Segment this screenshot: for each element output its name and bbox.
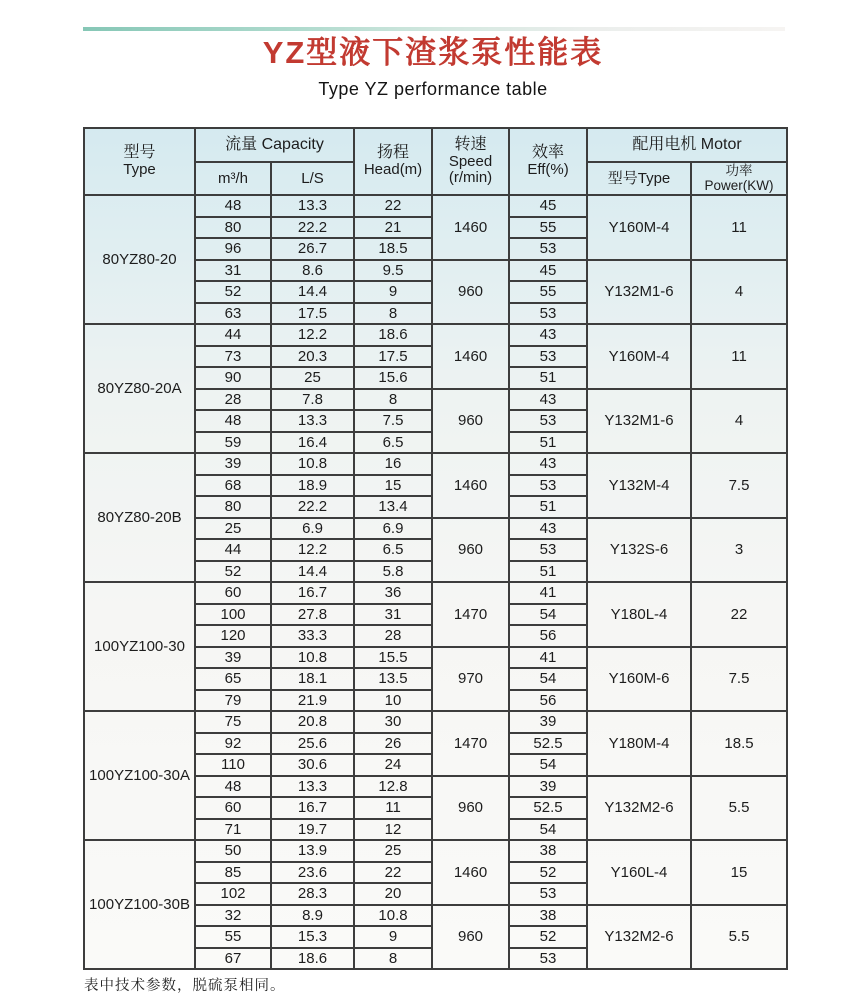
eff-cell: 53 (509, 539, 587, 561)
head-cell: 9 (354, 281, 432, 303)
head-cell: 10.8 (354, 905, 432, 927)
eff-cell: 51 (509, 496, 587, 518)
head-cell: 13.5 (354, 668, 432, 690)
capacity-m3h-cell: 52 (195, 561, 271, 583)
capacity-ls-cell: 26.7 (271, 238, 354, 260)
capacity-ls-cell: 33.3 (271, 625, 354, 647)
header-head-zh: 扬程 (377, 144, 410, 162)
eff-cell: 54 (509, 604, 587, 626)
capacity-ls-cell: 16.7 (271, 797, 354, 819)
eff-cell: 41 (509, 647, 587, 669)
eff-cell: 53 (509, 410, 587, 432)
capacity-m3h-cell: 63 (195, 303, 271, 325)
capacity-ls-cell: 19.7 (271, 819, 354, 841)
header-head (354, 128, 432, 195)
eff-cell: 39 (509, 711, 587, 733)
eff-cell: 45 (509, 195, 587, 217)
motor-power-cell: 11 (691, 324, 787, 389)
capacity-m3h-cell: 28 (195, 389, 271, 411)
head-cell: 8 (354, 948, 432, 970)
header-type-zh: 型号 (123, 144, 156, 162)
capacity-m3h-cell: 55 (195, 926, 271, 948)
capacity-ls-cell: 10.8 (271, 647, 354, 669)
capacity-m3h-cell: 75 (195, 711, 271, 733)
speed-cell: 960 (432, 776, 509, 841)
table-body (84, 195, 787, 969)
head-cell: 16 (354, 453, 432, 475)
header-m3h: m³/h (195, 162, 271, 195)
motor-type-cell: Y160L-4 (587, 840, 691, 905)
capacity-m3h-cell: 80 (195, 496, 271, 518)
head-cell: 36 (354, 582, 432, 604)
capacity-ls-cell: 12.2 (271, 324, 354, 346)
capacity-m3h-cell: 31 (195, 260, 271, 282)
eff-cell: 51 (509, 561, 587, 583)
header-eff-zh: 效率 (532, 144, 565, 162)
head-cell: 18.6 (354, 324, 432, 346)
capacity-ls-cell: 20.8 (271, 711, 354, 733)
motor-power-cell: 18.5 (691, 711, 787, 776)
capacity-ls-cell: 17.5 (271, 303, 354, 325)
header-motor: 配用电机 Motor (587, 128, 787, 162)
eff-cell: 53 (509, 475, 587, 497)
capacity-ls-cell: 27.8 (271, 604, 354, 626)
capacity-m3h-cell: 60 (195, 797, 271, 819)
eff-cell: 53 (509, 883, 587, 905)
eff-cell: 54 (509, 754, 587, 776)
page-title: YZ型液下渣浆泵性能表 (262, 35, 604, 70)
eff-cell: 53 (509, 303, 587, 325)
motor-power-cell: 22 (691, 582, 787, 647)
motor-power-cell: 11 (691, 195, 787, 260)
capacity-m3h-cell: 92 (195, 733, 271, 755)
header-head-en: Head(m) (363, 161, 423, 179)
capacity-ls-cell: 30.6 (271, 754, 354, 776)
capacity-ls-cell: 22.2 (271, 496, 354, 518)
capacity-ls-cell: 7.8 (271, 389, 354, 411)
head-cell: 10 (354, 690, 432, 712)
head-cell: 17.5 (354, 346, 432, 368)
motor-power-cell: 7.5 (691, 647, 787, 712)
capacity-ls-cell: 8.6 (271, 260, 354, 282)
motor-power-cell: 5.5 (691, 905, 787, 970)
head-cell: 21 (354, 217, 432, 239)
capacity-m3h-cell: 79 (195, 690, 271, 712)
capacity-m3h-cell: 32 (195, 905, 271, 927)
page-subtitle: Type YZ performance table (318, 79, 548, 99)
head-cell: 9.5 (354, 260, 432, 282)
head-cell: 15.6 (354, 367, 432, 389)
capacity-ls-cell: 23.6 (271, 862, 354, 884)
header-speed-unit: (r/min) (448, 168, 493, 186)
capacity-ls-cell: 13.3 (271, 410, 354, 432)
capacity-ls-cell: 22.2 (271, 217, 354, 239)
motor-type-cell: Y180M-4 (587, 711, 691, 776)
capacity-m3h-cell: 25 (195, 518, 271, 540)
capacity-m3h-cell: 48 (195, 776, 271, 798)
eff-cell: 52 (509, 862, 587, 884)
accent-bar (83, 27, 785, 31)
capacity-ls-cell: 21.9 (271, 690, 354, 712)
capacity-m3h-cell: 80 (195, 217, 271, 239)
head-cell: 8 (354, 389, 432, 411)
capacity-m3h-cell: 120 (195, 625, 271, 647)
capacity-ls-cell: 18.1 (271, 668, 354, 690)
model-cell: 80YZ80-20 (84, 195, 195, 324)
motor-power-cell: 15 (691, 840, 787, 905)
header-eff (509, 128, 587, 195)
motor-type-cell: Y180L-4 (587, 582, 691, 647)
header-speed (432, 128, 509, 195)
header-ls: L/S (271, 162, 354, 195)
performance-table (83, 127, 788, 970)
head-cell: 6.9 (354, 518, 432, 540)
motor-type-cell: Y132M-4 (587, 453, 691, 518)
speed-cell: 960 (432, 389, 509, 454)
header-row-1 (84, 128, 787, 162)
capacity-m3h-cell: 73 (195, 346, 271, 368)
head-cell: 22 (354, 862, 432, 884)
eff-cell: 53 (509, 346, 587, 368)
speed-cell: 970 (432, 647, 509, 712)
eff-cell: 51 (509, 432, 587, 454)
eff-cell: 52 (509, 926, 587, 948)
header-motor-type: 型号Type (587, 162, 691, 195)
capacity-m3h-cell: 39 (195, 453, 271, 475)
capacity-m3h-cell: 67 (195, 948, 271, 970)
capacity-ls-cell: 25 (271, 367, 354, 389)
head-cell: 28 (354, 625, 432, 647)
capacity-ls-cell: 10.8 (271, 453, 354, 475)
head-cell: 12.8 (354, 776, 432, 798)
capacity-m3h-cell: 110 (195, 754, 271, 776)
eff-cell: 43 (509, 324, 587, 346)
speed-cell: 960 (432, 905, 509, 970)
eff-cell: 52.5 (509, 797, 587, 819)
capacity-m3h-cell: 59 (195, 432, 271, 454)
eff-cell: 52.5 (509, 733, 587, 755)
motor-type-cell: Y132M1-6 (587, 260, 691, 325)
eff-cell: 43 (509, 389, 587, 411)
capacity-m3h-cell: 52 (195, 281, 271, 303)
capacity-m3h-cell: 65 (195, 668, 271, 690)
header-speed-en: Speed (448, 153, 493, 171)
table-row (84, 453, 787, 475)
capacity-ls-cell: 28.3 (271, 883, 354, 905)
capacity-ls-cell: 14.4 (271, 281, 354, 303)
table-row (84, 840, 787, 862)
speed-cell: 960 (432, 518, 509, 583)
eff-cell: 43 (509, 518, 587, 540)
head-cell: 26 (354, 733, 432, 755)
head-cell: 7.5 (354, 410, 432, 432)
head-cell: 6.5 (354, 539, 432, 561)
speed-cell: 1470 (432, 711, 509, 776)
capacity-m3h-cell: 50 (195, 840, 271, 862)
motor-type-cell: Y160M-4 (587, 195, 691, 260)
head-cell: 8 (354, 303, 432, 325)
header-capacity: 流量 Capacity (195, 128, 354, 162)
capacity-ls-cell: 25.6 (271, 733, 354, 755)
motor-power-cell: 7.5 (691, 453, 787, 518)
model-cell: 100YZ100-30B (84, 840, 195, 969)
speed-cell: 1470 (432, 582, 509, 647)
eff-cell: 41 (509, 582, 587, 604)
motor-type-cell: Y132S-6 (587, 518, 691, 583)
speed-cell: 1460 (432, 840, 509, 905)
model-cell: 100YZ100-30 (84, 582, 195, 711)
motor-power-cell: 5.5 (691, 776, 787, 841)
model-cell: 80YZ80-20B (84, 453, 195, 582)
head-cell: 25 (354, 840, 432, 862)
performance-table-wrapper (83, 127, 788, 970)
motor-type-cell: Y160M-4 (587, 324, 691, 389)
capacity-ls-cell: 13.9 (271, 840, 354, 862)
speed-cell: 1460 (432, 195, 509, 260)
capacity-ls-cell: 8.9 (271, 905, 354, 927)
motor-type-cell: Y132M2-6 (587, 776, 691, 841)
capacity-ls-cell: 16.4 (271, 432, 354, 454)
header-speed-zh: 转速 (454, 136, 487, 154)
capacity-m3h-cell: 60 (195, 582, 271, 604)
motor-power-cell: 3 (691, 518, 787, 583)
capacity-m3h-cell: 96 (195, 238, 271, 260)
head-cell: 12 (354, 819, 432, 841)
head-cell: 24 (354, 754, 432, 776)
eff-cell: 53 (509, 948, 587, 970)
motor-power-cell: 4 (691, 389, 787, 454)
eff-cell: 56 (509, 625, 587, 647)
speed-cell: 1460 (432, 453, 509, 518)
capacity-ls-cell: 18.6 (271, 948, 354, 970)
capacity-m3h-cell: 48 (195, 410, 271, 432)
capacity-ls-cell: 20.3 (271, 346, 354, 368)
eff-cell: 54 (509, 668, 587, 690)
capacity-ls-cell: 13.3 (271, 776, 354, 798)
eff-cell: 56 (509, 690, 587, 712)
eff-cell: 55 (509, 281, 587, 303)
capacity-ls-cell: 15.3 (271, 926, 354, 948)
head-cell: 13.4 (354, 496, 432, 518)
capacity-m3h-cell: 44 (195, 539, 271, 561)
capacity-ls-cell: 13.3 (271, 195, 354, 217)
capacity-m3h-cell: 85 (195, 862, 271, 884)
capacity-m3h-cell: 102 (195, 883, 271, 905)
header-type (84, 128, 195, 195)
eff-cell: 55 (509, 217, 587, 239)
eff-cell: 54 (509, 819, 587, 841)
footnote: 表中技术参数，脱硫泵相同。 (84, 978, 286, 994)
capacity-m3h-cell: 68 (195, 475, 271, 497)
eff-cell: 43 (509, 453, 587, 475)
capacity-ls-cell: 6.9 (271, 518, 354, 540)
eff-cell: 38 (509, 905, 587, 927)
capacity-m3h-cell: 90 (195, 367, 271, 389)
head-cell: 18.5 (354, 238, 432, 260)
head-cell: 15.5 (354, 647, 432, 669)
table-header (84, 128, 787, 195)
head-cell: 9 (354, 926, 432, 948)
motor-type-cell: Y132M2-6 (587, 905, 691, 970)
table-row (84, 582, 787, 604)
table-row (84, 711, 787, 733)
capacity-m3h-cell: 39 (195, 647, 271, 669)
capacity-m3h-cell: 100 (195, 604, 271, 626)
head-cell: 31 (354, 604, 432, 626)
head-cell: 22 (354, 195, 432, 217)
header-type-en: Type (123, 161, 156, 179)
table-row (84, 324, 787, 346)
capacity-m3h-cell: 48 (195, 195, 271, 217)
head-cell: 15 (354, 475, 432, 497)
page (0, 27, 866, 1007)
speed-cell: 1460 (432, 324, 509, 389)
motor-power-cell: 4 (691, 260, 787, 325)
head-cell: 6.5 (354, 432, 432, 454)
capacity-m3h-cell: 44 (195, 324, 271, 346)
head-cell: 11 (354, 797, 432, 819)
eff-cell: 38 (509, 840, 587, 862)
model-cell: 100YZ100-30A (84, 711, 195, 840)
eff-cell: 51 (509, 367, 587, 389)
capacity-ls-cell: 12.2 (271, 539, 354, 561)
motor-type-cell: Y160M-6 (587, 647, 691, 712)
eff-cell: 39 (509, 776, 587, 798)
speed-cell: 960 (432, 260, 509, 325)
head-cell: 30 (354, 711, 432, 733)
head-cell: 20 (354, 883, 432, 905)
capacity-m3h-cell: 71 (195, 819, 271, 841)
eff-cell: 45 (509, 260, 587, 282)
model-cell: 80YZ80-20A (84, 324, 195, 453)
capacity-ls-cell: 16.7 (271, 582, 354, 604)
capacity-ls-cell: 14.4 (271, 561, 354, 583)
head-cell: 5.8 (354, 561, 432, 583)
header-eff-en: Eff(%) (527, 161, 569, 179)
header-motor-power: 功率Power(KW) (691, 162, 787, 195)
table-row (84, 195, 787, 217)
capacity-ls-cell: 18.9 (271, 475, 354, 497)
motor-type-cell: Y132M1-6 (587, 389, 691, 454)
eff-cell: 53 (509, 238, 587, 260)
